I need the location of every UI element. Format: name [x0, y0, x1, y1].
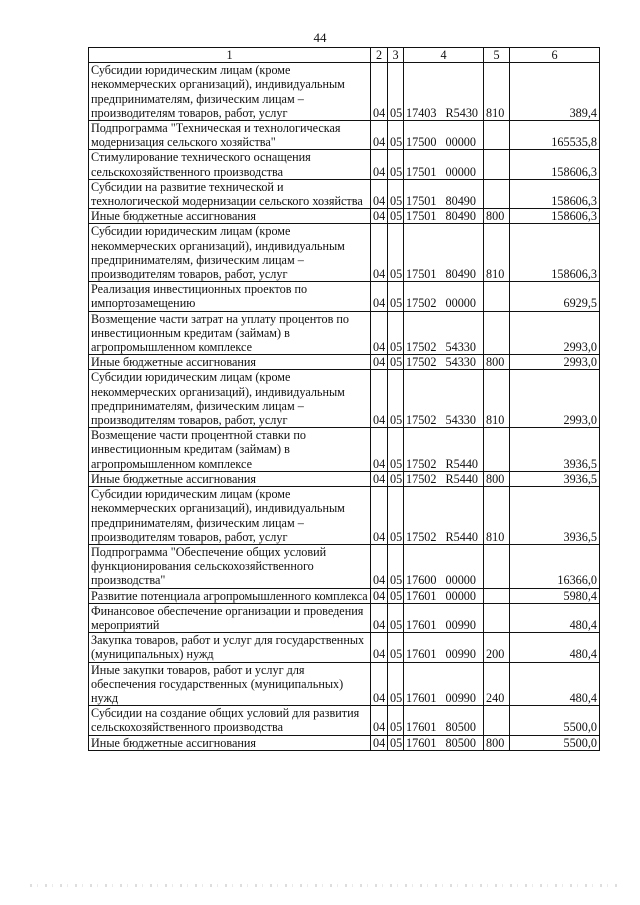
row-expense-type: 200 [484, 633, 510, 662]
row-expense-type: 810 [484, 487, 510, 545]
table-row [89, 471, 600, 486]
row-name: Финансовое обеспечение организации и проведения мероприятий [89, 603, 371, 632]
row-name: Иные бюджетные ассигнования [89, 735, 371, 750]
row-subsection: 05 [388, 150, 404, 179]
row-section: 04 [371, 311, 388, 355]
row-amount: 5500,0 [510, 735, 600, 750]
row-amount: 16366,0 [510, 544, 600, 588]
row-name: Субсидии юридическим лицам (кроме некоммерческих организаций), индивидуальным предпринимателям, физическим лицам – производителям товаров, работ, услуг [89, 370, 371, 428]
table-row [89, 121, 600, 150]
row-target-article: 17601 00000 [404, 588, 484, 603]
row-section: 04 [371, 735, 388, 750]
row-subsection: 05 [388, 706, 404, 735]
row-target-article: 17601 00990 [404, 633, 484, 662]
row-section: 04 [371, 150, 388, 179]
row-section: 04 [371, 471, 388, 486]
table-row [89, 588, 600, 603]
row-section: 04 [371, 706, 388, 735]
row-amount: 165535,8 [510, 121, 600, 150]
row-section: 04 [371, 633, 388, 662]
table-row [89, 224, 600, 282]
row-target-article: 17502 R5440 [404, 428, 484, 472]
row-expense-type [484, 311, 510, 355]
row-target-article: 17502 54330 [404, 311, 484, 355]
budget-table [88, 47, 600, 751]
row-expense-type [484, 603, 510, 632]
row-expense-type [484, 544, 510, 588]
row-subsection: 05 [388, 735, 404, 750]
row-section: 04 [371, 662, 388, 706]
table-row [89, 209, 600, 224]
row-expense-type: 810 [484, 370, 510, 428]
row-target-article: 17501 00000 [404, 150, 484, 179]
row-amount: 2993,0 [510, 311, 600, 355]
table-row [89, 282, 600, 311]
row-expense-type [484, 121, 510, 150]
table-body [89, 63, 600, 751]
column-header-5: 5 [484, 48, 510, 63]
table-row [89, 706, 600, 735]
table-header-row [89, 48, 600, 63]
row-expense-type [484, 706, 510, 735]
row-section: 04 [371, 544, 388, 588]
row-section: 04 [371, 370, 388, 428]
row-expense-type [484, 428, 510, 472]
table-row [89, 487, 600, 545]
row-target-article: 17601 00990 [404, 603, 484, 632]
row-subsection: 05 [388, 544, 404, 588]
table-row [89, 355, 600, 370]
row-section: 04 [371, 121, 388, 150]
row-expense-type: 240 [484, 662, 510, 706]
row-expense-type [484, 588, 510, 603]
row-subsection: 05 [388, 209, 404, 224]
row-name: Иные бюджетные ассигнования [89, 209, 371, 224]
row-amount: 3936,5 [510, 487, 600, 545]
row-target-article: 17502 R5440 [404, 487, 484, 545]
row-target-article: 17501 80490 [404, 209, 484, 224]
table-row [89, 544, 600, 588]
row-amount: 389,4 [510, 63, 600, 121]
row-name: Субсидии на развитие технической и технологической модернизации сельского хозяйства [89, 179, 371, 208]
row-amount: 5980,4 [510, 588, 600, 603]
row-name: Возмещение части процентной ставки по инвестиционным кредитам (займам) в агропромышленном комплексе [89, 428, 371, 472]
row-amount: 158606,3 [510, 224, 600, 282]
row-target-article: 17502 R5440 [404, 471, 484, 486]
row-name: Развитие потенциала агропромышленного комплекса [89, 588, 371, 603]
row-amount: 5500,0 [510, 706, 600, 735]
row-expense-type: 800 [484, 735, 510, 750]
column-header-6: 6 [510, 48, 600, 63]
row-subsection: 05 [388, 370, 404, 428]
column-header-1: 1 [89, 48, 371, 63]
table-row [89, 633, 600, 662]
table-row [89, 179, 600, 208]
row-subsection: 05 [388, 121, 404, 150]
row-section: 04 [371, 355, 388, 370]
column-header-4: 4 [404, 48, 484, 63]
row-expense-type: 810 [484, 63, 510, 121]
row-target-article: 17601 00990 [404, 662, 484, 706]
row-subsection: 05 [388, 63, 404, 121]
row-amount: 480,4 [510, 633, 600, 662]
row-amount: 158606,3 [510, 209, 600, 224]
column-header-3: 3 [388, 48, 404, 63]
row-name: Субсидии юридическим лицам (кроме некоммерческих организаций), индивидуальным предпринимателям, физическим лицам – производителям товаров, работ, услуг [89, 63, 371, 121]
table-row [89, 428, 600, 472]
row-name: Иные закупки товаров, работ и услуг для обеспечения государственных (муниципальных) нужд [89, 662, 371, 706]
row-target-article: 17403 R5430 [404, 63, 484, 121]
row-name: Субсидии юридическим лицам (кроме некоммерческих организаций), индивидуальным предпринимателям, физическим лицам – производителям товаров, работ, услуг [89, 224, 371, 282]
row-amount: 480,4 [510, 662, 600, 706]
row-subsection: 05 [388, 179, 404, 208]
row-target-article: 17501 80490 [404, 179, 484, 208]
row-target-article: 17500 00000 [404, 121, 484, 150]
row-subsection: 05 [388, 224, 404, 282]
row-expense-type [484, 179, 510, 208]
row-subsection: 05 [388, 662, 404, 706]
row-subsection: 05 [388, 282, 404, 311]
column-header-2: 2 [371, 48, 388, 63]
row-subsection: 05 [388, 311, 404, 355]
row-name: Реализация инвестиционных проектов по импортозамещению [89, 282, 371, 311]
row-section: 04 [371, 179, 388, 208]
row-section: 04 [371, 603, 388, 632]
row-name: Возмещение части затрат на уплату процентов по инвестиционным кредитам (займам) в агропромышленном комплексе [89, 311, 371, 355]
row-subsection: 05 [388, 588, 404, 603]
row-expense-type: 810 [484, 224, 510, 282]
row-amount: 158606,3 [510, 150, 600, 179]
row-amount: 6929,5 [510, 282, 600, 311]
row-subsection: 05 [388, 603, 404, 632]
row-target-article: 17601 80500 [404, 735, 484, 750]
row-expense-type [484, 282, 510, 311]
table-row [89, 603, 600, 632]
row-amount: 3936,5 [510, 428, 600, 472]
row-name: Субсидии на создание общих условий для развития сельскохозяйственного производства [89, 706, 371, 735]
table-row [89, 370, 600, 428]
row-amount: 2993,0 [510, 355, 600, 370]
row-section: 04 [371, 209, 388, 224]
table-row [89, 150, 600, 179]
row-name: Иные бюджетные ассигнования [89, 355, 371, 370]
row-section: 04 [371, 282, 388, 311]
row-amount: 480,4 [510, 603, 600, 632]
row-subsection: 05 [388, 471, 404, 486]
row-section: 04 [371, 487, 388, 545]
row-subsection: 05 [388, 633, 404, 662]
row-section: 04 [371, 224, 388, 282]
scan-noise-strip [30, 884, 620, 887]
page-number: 44 [313, 30, 327, 45]
row-amount: 3936,5 [510, 471, 600, 486]
row-name: Стимулирование технического оснащения сельскохозяйственного производства [89, 150, 371, 179]
row-section: 04 [371, 588, 388, 603]
row-subsection: 05 [388, 487, 404, 545]
row-target-article: 17600 00000 [404, 544, 484, 588]
table-row [89, 662, 600, 706]
row-expense-type: 800 [484, 209, 510, 224]
row-name: Подпрограмма "Обеспечение общих условий функционирования сельскохозяйственного производства" [89, 544, 371, 588]
row-name: Подпрограмма "Техническая и технологическая модернизация сельского хозяйства" [89, 121, 371, 150]
row-amount: 2993,0 [510, 370, 600, 428]
row-section: 04 [371, 63, 388, 121]
row-amount: 158606,3 [510, 179, 600, 208]
row-target-article: 17502 54330 [404, 355, 484, 370]
row-expense-type: 800 [484, 355, 510, 370]
row-target-article: 17501 80490 [404, 224, 484, 282]
row-subsection: 05 [388, 428, 404, 472]
table-row [89, 311, 600, 355]
table-row [89, 735, 600, 750]
row-expense-type: 800 [484, 471, 510, 486]
row-target-article: 17601 80500 [404, 706, 484, 735]
row-target-article: 17502 54330 [404, 370, 484, 428]
row-name: Иные бюджетные ассигнования [89, 471, 371, 486]
row-subsection: 05 [388, 355, 404, 370]
row-expense-type [484, 150, 510, 179]
row-name: Закупка товаров, работ и услуг для государственных (муниципальных) нужд [89, 633, 371, 662]
row-section: 04 [371, 428, 388, 472]
row-name: Субсидии юридическим лицам (кроме некоммерческих организаций), индивидуальным предпринимателям, физическим лицам – производителям товаров, работ, услуг [89, 487, 371, 545]
table-row [89, 63, 600, 121]
row-target-article: 17502 00000 [404, 282, 484, 311]
